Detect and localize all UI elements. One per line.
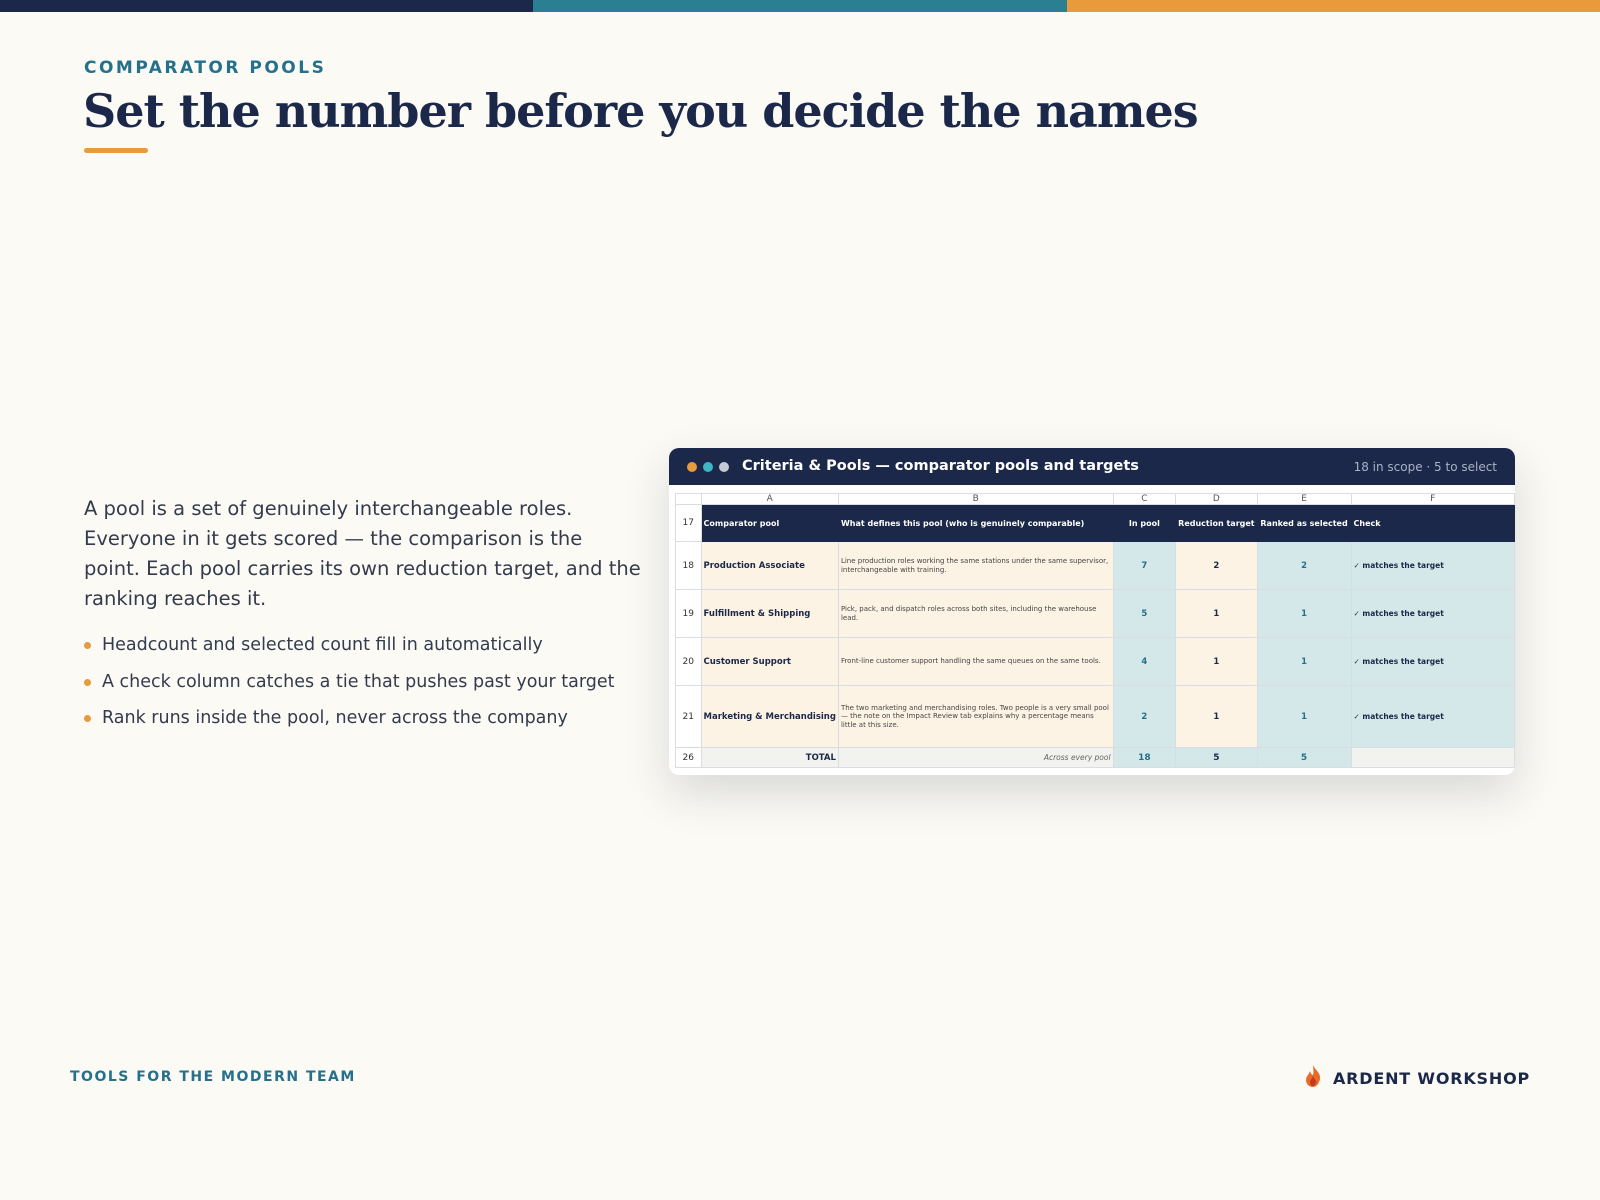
column-letter-e[interactable]: E	[1257, 494, 1351, 505]
pool-definition-cell[interactable]: Pick, pack, and dispatch roles across both sites, including the warehouse lead.	[838, 590, 1113, 638]
column-letter-d[interactable]: D	[1176, 494, 1257, 505]
total-in-pool-cell[interactable]: 18	[1113, 748, 1176, 768]
row-number[interactable]: 21	[676, 686, 702, 748]
column-letter-c[interactable]: C	[1113, 494, 1176, 505]
bullet-dot-icon	[84, 642, 91, 649]
ranked-selected-cell[interactable]: 1	[1257, 686, 1351, 748]
header-in-pool[interactable]: In pool	[1113, 505, 1176, 542]
section-eyebrow: COMPARATOR POOLS	[84, 58, 327, 78]
bullet-item	[84, 703, 614, 740]
accent-segment-orange	[1067, 0, 1600, 12]
bullet-item	[84, 667, 614, 704]
bullet-list	[84, 630, 614, 740]
header-comparator-pool[interactable]: Comparator pool	[701, 505, 838, 542]
window-dot-teal-icon	[703, 462, 713, 472]
column-header-row	[676, 494, 1515, 505]
table-row	[676, 686, 1515, 748]
corner-cell	[676, 494, 702, 505]
bullet-text: Rank runs inside the pool, never across the company	[102, 708, 568, 728]
row-number[interactable]: 19	[676, 590, 702, 638]
ranked-selected-cell[interactable]: 1	[1257, 638, 1351, 686]
total-row	[676, 748, 1515, 768]
accent-segment-navy	[0, 0, 533, 12]
pool-definition-cell[interactable]: Line production roles working the same stations under the same supervisor, interchangeable with training.	[838, 542, 1113, 590]
total-check-cell[interactable]	[1351, 748, 1514, 768]
flame-icon	[1303, 1064, 1323, 1092]
reduction-target-cell[interactable]: 1	[1176, 638, 1257, 686]
total-note-cell[interactable]: Across every pool	[838, 748, 1113, 768]
total-label-cell[interactable]: TOTAL	[701, 748, 838, 768]
total-target-cell[interactable]: 5	[1176, 748, 1257, 768]
pool-name-cell[interactable]: Production Associate	[701, 542, 838, 590]
window-titlebar	[669, 448, 1515, 485]
check-cell[interactable]: ✓ matches the target	[1351, 590, 1514, 638]
row-number[interactable]: 17	[676, 505, 702, 542]
pool-name-cell[interactable]: Marketing & Merchandising	[701, 686, 838, 748]
window-title: Criteria & Pools — comparator pools and targets	[742, 458, 1139, 474]
header-check[interactable]: Check	[1351, 505, 1514, 542]
row-number[interactable]: 18	[676, 542, 702, 590]
column-letter-a[interactable]: A	[701, 494, 838, 505]
in-pool-cell[interactable]: 7	[1113, 542, 1176, 590]
in-pool-cell[interactable]: 2	[1113, 686, 1176, 748]
body-paragraph: A pool is a set of genuinely interchangeable roles. Everyone in it gets scored — the comparison is the point. Each pool carries its own reduction target, and the ranking reaches it.	[84, 497, 641, 610]
row-number[interactable]: 26	[676, 748, 702, 768]
check-cell[interactable]: ✓ matches the target	[1351, 686, 1514, 748]
ranked-selected-cell[interactable]: 1	[1257, 590, 1351, 638]
total-ranked-cell[interactable]: 5	[1257, 748, 1351, 768]
pool-name-cell[interactable]: Customer Support	[701, 638, 838, 686]
pools-sheet	[675, 493, 1515, 768]
footer-brand	[1303, 1064, 1530, 1092]
bullet-text: A check column catches a tie that pushes past your target	[102, 671, 615, 692]
table-row	[676, 638, 1515, 686]
window-dot-grey-icon	[719, 462, 729, 472]
column-letter-b[interactable]: B	[838, 494, 1113, 505]
table-row	[676, 590, 1515, 638]
in-pool-cell[interactable]: 5	[1113, 590, 1176, 638]
bullet-item	[84, 630, 614, 667]
window-dot-orange-icon	[687, 462, 697, 472]
top-accent-bar	[0, 0, 1600, 12]
header-ranked-selected[interactable]: Ranked as selected	[1257, 505, 1351, 542]
pool-name-cell[interactable]: Fulfillment & Shipping	[701, 590, 838, 638]
pool-definition-cell[interactable]: The two marketing and merchandising roles. Two people is a very small pool — the note on the Impact Review tab explains why a percentage means little at this size.	[838, 686, 1113, 748]
table-header-row	[676, 505, 1515, 542]
bullet-dot-icon	[84, 679, 91, 686]
bullet-dot-icon	[84, 715, 91, 722]
header-pool-definition[interactable]: What defines this pool (who is genuinely comparable)	[838, 505, 1113, 542]
reduction-target-cell[interactable]: 1	[1176, 686, 1257, 748]
bullet-text: Headcount and selected count fill in automatically	[102, 635, 543, 655]
pool-definition-cell[interactable]: Front-line customer support handling the same queues on the same tools.	[838, 638, 1113, 686]
reduction-target-cell[interactable]: 1	[1176, 590, 1257, 638]
column-letter-f[interactable]: F	[1351, 494, 1514, 505]
brand-name: ARDENT WORKSHOP	[1333, 1068, 1530, 1088]
header-reduction-target[interactable]: Reduction target	[1176, 505, 1257, 542]
reduction-target-cell[interactable]: 2	[1176, 542, 1257, 590]
title-underline	[84, 148, 148, 153]
accent-segment-teal	[533, 0, 1066, 12]
footer-tagline: TOOLS FOR THE MODERN TEAM	[70, 1069, 356, 1085]
check-cell[interactable]: ✓ matches the target	[1351, 542, 1514, 590]
spreadsheet-window	[669, 448, 1515, 775]
table-row	[676, 542, 1515, 590]
ranked-selected-cell[interactable]: 2	[1257, 542, 1351, 590]
window-scope-meta: 18 in scope · 5 to select	[1353, 460, 1497, 474]
in-pool-cell[interactable]: 4	[1113, 638, 1176, 686]
row-number[interactable]: 20	[676, 638, 702, 686]
slide-title: Set the number before you decide the names	[83, 84, 1198, 138]
check-cell[interactable]: ✓ matches the target	[1351, 638, 1514, 686]
